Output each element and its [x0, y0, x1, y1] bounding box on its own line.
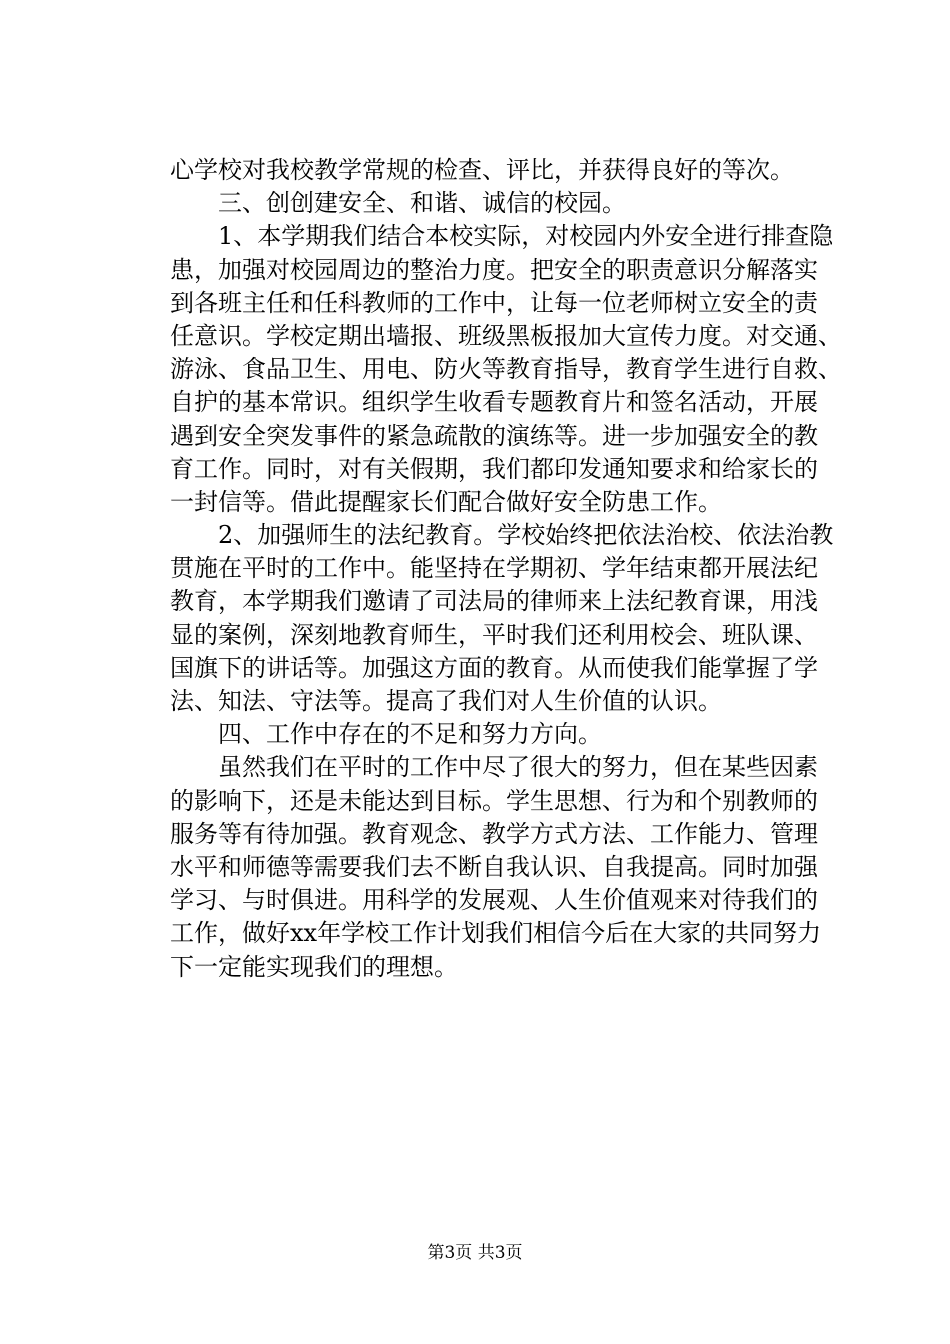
page-number-label: 第3页 共3页 [427, 1243, 523, 1263]
text-line: 游泳、食品卫生、用电、防火等教育指导，教育学生进行自救、 [170, 355, 842, 384]
text-line: 2、加强师生的法纪教育。学校始终把依法治校、依法治教 [218, 521, 834, 550]
section-heading: 四、工作中存在的不足和努力方向。 [218, 720, 602, 749]
text-line: 贯施在平时的工作中。能坚持在学期初、学年结束都开展法纪 [170, 554, 818, 583]
text-line: 下一定能实现我们的理想。 [170, 952, 458, 981]
page-footer [0, 1242, 950, 1264]
text-line: 教育，本学期我们邀请了司法局的律师来上法纪教育课，用浅 [170, 587, 818, 616]
text-line: 心学校对我校教学常规的检查、评比，并获得良好的等次。 [170, 156, 794, 184]
document-body [170, 154, 842, 984]
text-line: 任意识。学校定期出墙报、班级黑板报加大宣传力度。对交通、 [170, 321, 842, 350]
text-line: 的影响下，还是未能达到目标。学生思想、行为和个别教师的 [170, 786, 818, 815]
text-line: 服务等有待加强。教育观念、教学方式方法、工作能力、管理 [170, 819, 818, 848]
section-heading: 三、创创建安全、和谐、诚信的校园。 [218, 189, 626, 218]
text-line: 自护的基本常识。组织学生收看专题教育片和签名活动，开展 [170, 388, 818, 417]
text-line: 育工作。同时，对有关假期，我们都印发通知要求和给家长的 [170, 454, 818, 483]
text-line: 1、本学期我们结合本校实际，对校园内外安全进行排查隐 [218, 222, 834, 251]
text-line: 患，加强对校园周边的整治力度。把安全的职责意识分解落实 [170, 255, 818, 284]
text-line: 学习、与时俱进。用科学的发展观、人生价值观来对待我们的 [170, 886, 818, 915]
text-line: 虽然我们在平时的工作中尽了很大的努力，但在某些因素 [218, 753, 818, 782]
text-line: 显的案例，深刻地教育师生，平时我们还利用校会、班队课、 [170, 620, 818, 649]
text-line: 国旗下的讲话等。加强这方面的教育。从而使我们能掌握了学 [170, 653, 818, 682]
text-line: 水平和师德等需要我们去不断自我认识、自我提高。同时加强 [170, 852, 818, 881]
text-line: 法、知法、守法等。提高了我们对人生价值的认识。 [170, 687, 722, 715]
text-line: 遇到安全突发事件的紧急疏散的演练等。进一步加强安全的教 [170, 421, 818, 450]
text-line: 一封信等。借此提醒家长们配合做好安全防患工作。 [170, 487, 722, 516]
text-line: 到各班主任和任科教师的工作中，让每一位老师树立安全的责 [170, 288, 818, 317]
text-line: 工作，做好xx年学校工作计划我们相信今后在大家的共同努力 [170, 919, 822, 948]
